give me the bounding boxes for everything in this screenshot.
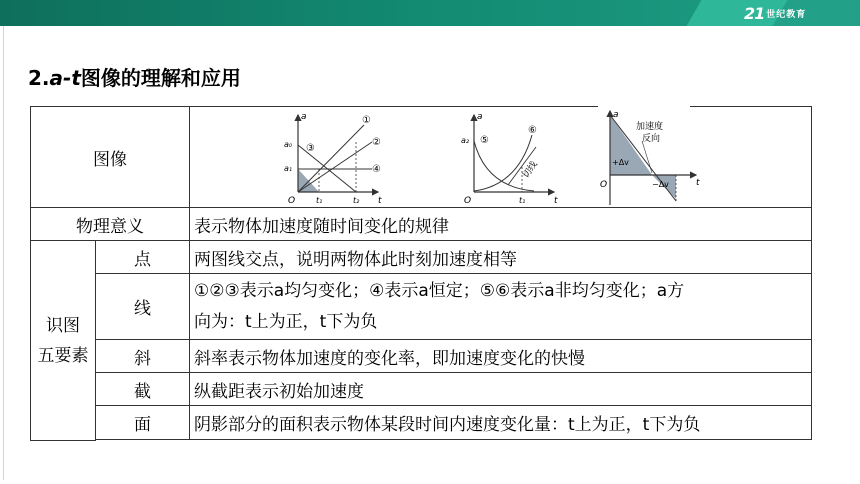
row-key-line: 线 bbox=[96, 274, 190, 340]
table-row-image bbox=[31, 107, 812, 208]
fig1-t1: t₁ bbox=[316, 196, 323, 205]
group-label-line1: 识图 bbox=[46, 315, 80, 336]
figure-reverse bbox=[596, 107, 706, 207]
fig2-c5: ⑤ bbox=[480, 135, 489, 146]
fig1-a0: a₀ bbox=[284, 140, 293, 149]
fig2-axis-x: t bbox=[554, 196, 558, 206]
meaning-value: 表示物体加速度随时间变化的规律 bbox=[190, 208, 812, 241]
table-spacer-row bbox=[31, 440, 812, 441]
fig1-axis-x: t bbox=[378, 196, 382, 206]
at-graph-table bbox=[30, 106, 812, 441]
fig1-origin: O bbox=[288, 196, 296, 206]
title-prefix: 2. bbox=[28, 66, 50, 90]
fig3-axis-y: a bbox=[613, 110, 619, 120]
fig1-c1: ① bbox=[362, 115, 371, 126]
row-value-line-2: 向为：t上为正，t下为负 bbox=[194, 311, 378, 332]
spacer bbox=[96, 440, 190, 441]
fig2-tangent-label: 切线 bbox=[521, 159, 540, 181]
fig3-plus-dv: +Δv bbox=[612, 158, 629, 167]
logo-mark: 21 bbox=[744, 3, 765, 23]
group-label-line2: 五要素 bbox=[37, 345, 89, 366]
row-value-area: 阴影部分的面积表示物体某段时间内速度变化量：t上为正，t下为负 bbox=[190, 406, 812, 440]
table-row bbox=[31, 406, 812, 440]
fig2-t1: t₁ bbox=[519, 196, 526, 205]
row-value-slope: 斜率表示物体加速度的变化率，即加速度变化的快慢 bbox=[190, 340, 812, 373]
fig2-axis-y: a bbox=[477, 112, 483, 122]
title-suffix: 图像的理解和应用 bbox=[80, 66, 241, 90]
fig3-minus-dv: −Δv bbox=[652, 180, 669, 189]
title-em: a-t bbox=[49, 66, 81, 90]
table-row bbox=[31, 373, 812, 406]
row-value-point: 两图线交点，说明两物体此时刻加速度相等 bbox=[190, 241, 812, 274]
fig2-origin: O bbox=[464, 196, 472, 206]
row-key-slope: 斜 bbox=[96, 340, 190, 373]
fig1-t2: t₂ bbox=[353, 196, 360, 205]
fig2-c6: ⑥ bbox=[528, 125, 537, 136]
figure-frame-cover bbox=[598, 100, 690, 110]
curve-5 bbox=[474, 141, 534, 191]
brand-logo bbox=[744, 3, 806, 23]
top-banner bbox=[0, 0, 860, 26]
banner-band bbox=[0, 0, 760, 26]
row-key-intercept: 截 bbox=[96, 373, 190, 406]
group-label bbox=[31, 241, 96, 441]
table-row-meaning bbox=[31, 208, 812, 241]
row-value-line-1: ①②③表示a均匀变化；④表示a恒定；⑤⑥表示a非均匀变化；a方 bbox=[194, 280, 685, 301]
page-title bbox=[28, 64, 241, 92]
fig3-note-line2: 反向 bbox=[642, 134, 661, 144]
row-key-point: 点 bbox=[96, 241, 190, 274]
table-row bbox=[31, 274, 812, 340]
image-row-label: 图像 bbox=[31, 107, 190, 208]
fig3-note-line1: 加速度 bbox=[636, 122, 664, 132]
fig1-c2: ② bbox=[372, 137, 381, 148]
figures-cell bbox=[190, 107, 812, 208]
fig1-axis-y: a bbox=[301, 112, 307, 122]
figure-curve bbox=[452, 107, 562, 207]
logo-text: 世纪教育 bbox=[766, 9, 807, 20]
fig3-axis-x: t bbox=[696, 178, 700, 188]
fig1-a1: a₁ bbox=[284, 164, 293, 173]
left-rule bbox=[3, 26, 4, 480]
line-1 bbox=[298, 125, 364, 192]
fig1-c4: ④ bbox=[372, 164, 381, 175]
meaning-label: 物理意义 bbox=[31, 208, 190, 241]
spacer bbox=[190, 440, 812, 441]
figure-linear bbox=[276, 107, 386, 207]
fig1-c3: ③ bbox=[306, 143, 315, 154]
row-key-area: 面 bbox=[96, 406, 190, 440]
table-row bbox=[31, 241, 812, 274]
table-row bbox=[31, 340, 812, 373]
fig3-origin: O bbox=[600, 180, 608, 190]
fig2-a2: a₂ bbox=[461, 136, 470, 145]
row-value-line bbox=[190, 274, 812, 340]
row-value-intercept: 纵截距表示初始加速度 bbox=[190, 373, 812, 406]
